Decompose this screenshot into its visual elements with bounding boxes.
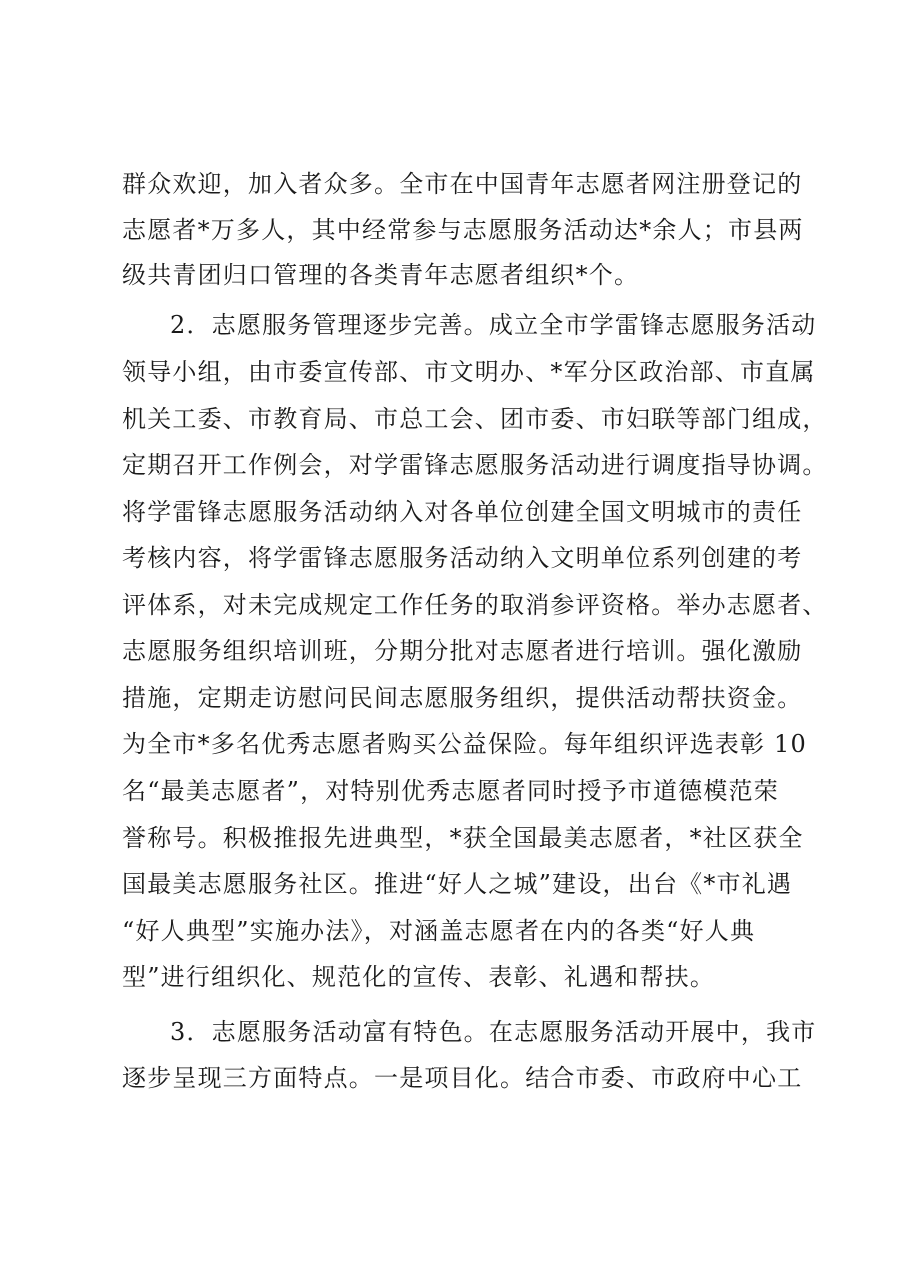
text-line: “好人典型”实施办法》，对涵盖志愿者在内的各类“好人典 [122, 917, 756, 945]
text-line: 名“最美志愿者”，对特别优秀志愿者同时授予市道德模范荣 [122, 777, 779, 805]
text-line: 群众欢迎，加入者众多。全市在中国青年志愿者网注册登记的 [122, 170, 803, 198]
text-line: 志愿服务组织培训班，分期分批对志愿者进行培训。强化激励 [122, 637, 803, 665]
text-line: 级共青团归口管理的各类青年志愿者组织*个。 [122, 261, 640, 289]
text-line: 机关工委、市教育局、市总工会、团市委、市妇联等部门组成， [122, 405, 828, 433]
paragraph-heading-3: 3．志愿服务活动富有特色。在志愿服务活动开展中，我市 [170, 1018, 817, 1046]
text-line: 考核内容，将学雷锋志愿服务活动纳入文明单位系列创建的考 [122, 544, 803, 572]
text-line: 评体系，对未完成规定工作任务的取消参评资格。举办志愿者、 [122, 591, 828, 619]
text-line: 措施，定期走访慰问民间志愿服务组织，提供活动帮扶资金。 [122, 684, 803, 712]
text-line: 将学雷锋志愿服务活动纳入对各单位创建全国文明城市的责任 [122, 498, 803, 526]
text-line: 国最美志愿服务社区。推进“好人之城”建设，出台《*市礼遇 [122, 870, 793, 898]
text-line: 领导小组，由市委宣传部、市文明办、*军分区政治部、市直属 [122, 358, 816, 386]
text-line: 志愿者*万多人，其中经常参与志愿服务活动达*余人；市县两 [122, 216, 804, 244]
paragraph-heading-2: 2．志愿服务管理逐步完善。成立全市学雷锋志愿服务活动 [170, 311, 817, 339]
text-line: 定期召开工作例会，对学雷锋志愿服务活动进行调度指导协调。 [122, 451, 828, 479]
text-line: 为全市*多名优秀志愿者购买公益保险。每年组织评选表彰 10 [122, 730, 807, 758]
text-line: 逐步呈现三方面特点。一是项目化。结合市委、市政府中心工 [122, 1064, 803, 1092]
text-line: 誉称号。积极推报先进典型，*获全国最美志愿者，*社区获全 [122, 824, 804, 852]
text-line: 型”进行组织化、规范化的宣传、表彰、礼遇和帮扶。 [122, 963, 716, 991]
